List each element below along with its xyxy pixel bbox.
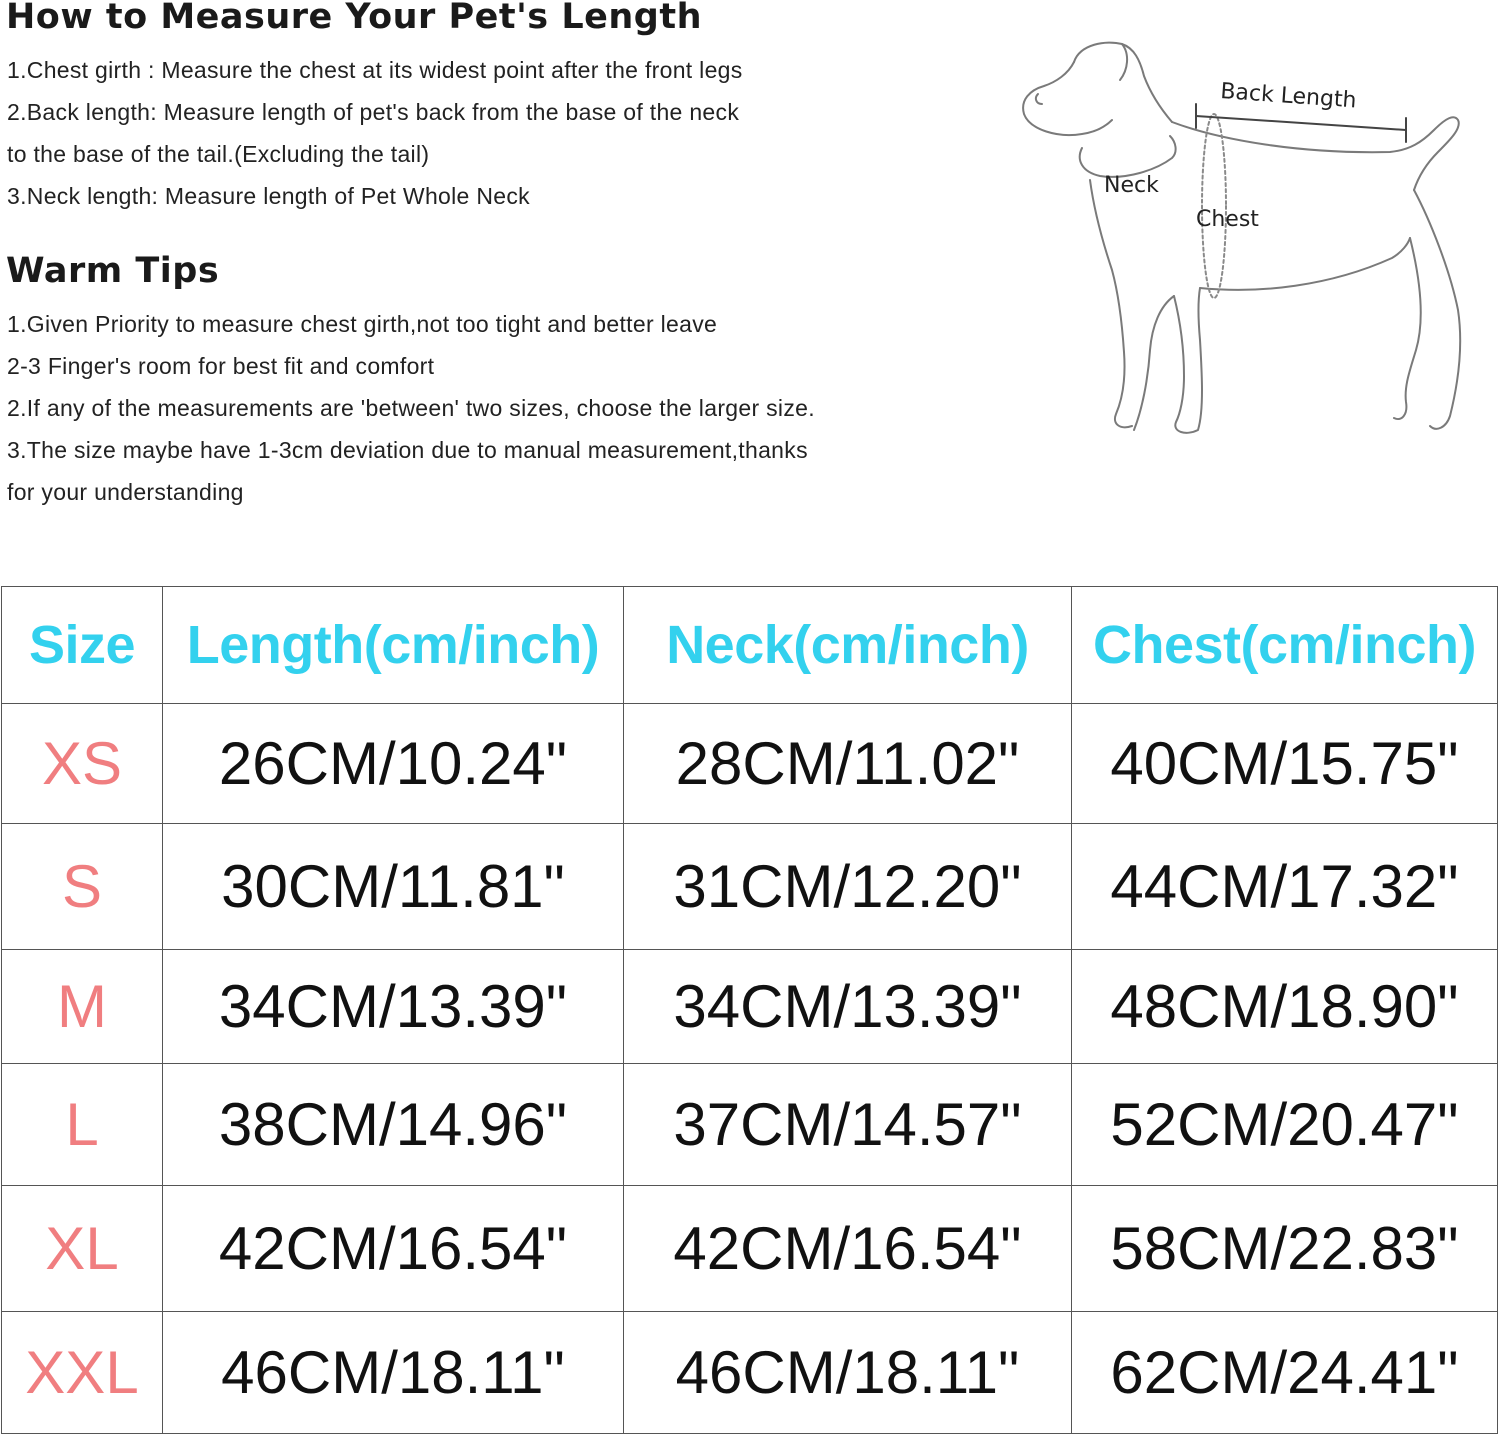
chest-cell: 44CM/17.32" — [1072, 824, 1498, 950]
length-cell: 38CM/14.96" — [163, 1064, 624, 1186]
header-length: Length(cm/inch) — [163, 587, 624, 704]
size-chart-table — [1, 586, 1498, 1434]
table-header-row — [2, 587, 1498, 704]
size-cell: M — [2, 950, 163, 1064]
tip-line: for your understanding — [7, 479, 244, 505]
measure-line: 3.Neck length: Measure length of Pet Whole Neck — [7, 183, 530, 209]
neck-cell: 28CM/11.02" — [624, 704, 1072, 824]
table-row — [2, 1064, 1498, 1186]
tips-list — [7, 303, 815, 513]
header-chest: Chest(cm/inch) — [1072, 587, 1498, 704]
length-cell: 42CM/16.54" — [163, 1186, 624, 1312]
chest-cell: 48CM/18.90" — [1072, 950, 1498, 1064]
measure-title: How to Measure Your Pet's Length — [6, 0, 702, 37]
table-row — [2, 704, 1498, 824]
neck-cell: 34CM/13.39" — [624, 950, 1072, 1064]
header-size: Size — [2, 587, 163, 704]
neck-cell: 46CM/18.11" — [624, 1312, 1072, 1434]
tip-line: 3.The size maybe have 1-3cm deviation due to manual measurement,thanks — [7, 437, 808, 463]
table-row — [2, 824, 1498, 950]
header-neck: Neck(cm/inch) — [624, 587, 1072, 704]
size-cell: S — [2, 824, 163, 950]
measure-line: 2.Back length: Measure length of pet's back from the base of the neck — [7, 99, 740, 125]
measure-line: to the base of the tail.(Excluding the tail) — [7, 141, 430, 167]
back-length-label: Back Length — [1219, 79, 1358, 114]
chest-cell: 52CM/20.47" — [1072, 1064, 1498, 1186]
size-cell: XS — [2, 704, 163, 824]
neck-cell: 31CM/12.20" — [624, 824, 1072, 950]
tip-line: 1.Given Priority to measure chest girth,not too tight and better leave — [7, 311, 718, 337]
table-row — [2, 1312, 1498, 1434]
chest-cell: 62CM/24.41" — [1072, 1312, 1498, 1434]
dog-measurement-diagram — [1010, 30, 1490, 460]
size-cell: L — [2, 1064, 163, 1186]
chest-cell: 58CM/22.83" — [1072, 1186, 1498, 1312]
length-cell: 46CM/18.11" — [163, 1312, 624, 1434]
table-row — [2, 950, 1498, 1064]
neck-label: Neck — [1104, 173, 1159, 198]
tip-line: 2.If any of the measurements are 'between' two sizes, choose the larger size. — [7, 395, 815, 421]
chest-label: Chest — [1196, 207, 1259, 232]
table-row — [2, 1186, 1498, 1312]
tips-title: Warm Tips — [6, 251, 220, 291]
size-cell: XL — [2, 1186, 163, 1312]
neck-cell: 37CM/14.57" — [624, 1064, 1072, 1186]
size-cell: XXL — [2, 1312, 163, 1434]
tip-line: 2-3 Finger's room for best fit and comfort — [7, 353, 435, 379]
measure-line: 1.Chest girth : Measure the chest at its widest point after the front legs — [7, 57, 743, 83]
measure-instructions — [7, 49, 743, 217]
length-cell: 30CM/11.81" — [163, 824, 624, 950]
neck-cell: 42CM/16.54" — [624, 1186, 1072, 1312]
length-cell: 26CM/10.24" — [163, 704, 624, 824]
length-cell: 34CM/13.39" — [163, 950, 624, 1064]
chest-cell: 40CM/15.75" — [1072, 704, 1498, 824]
